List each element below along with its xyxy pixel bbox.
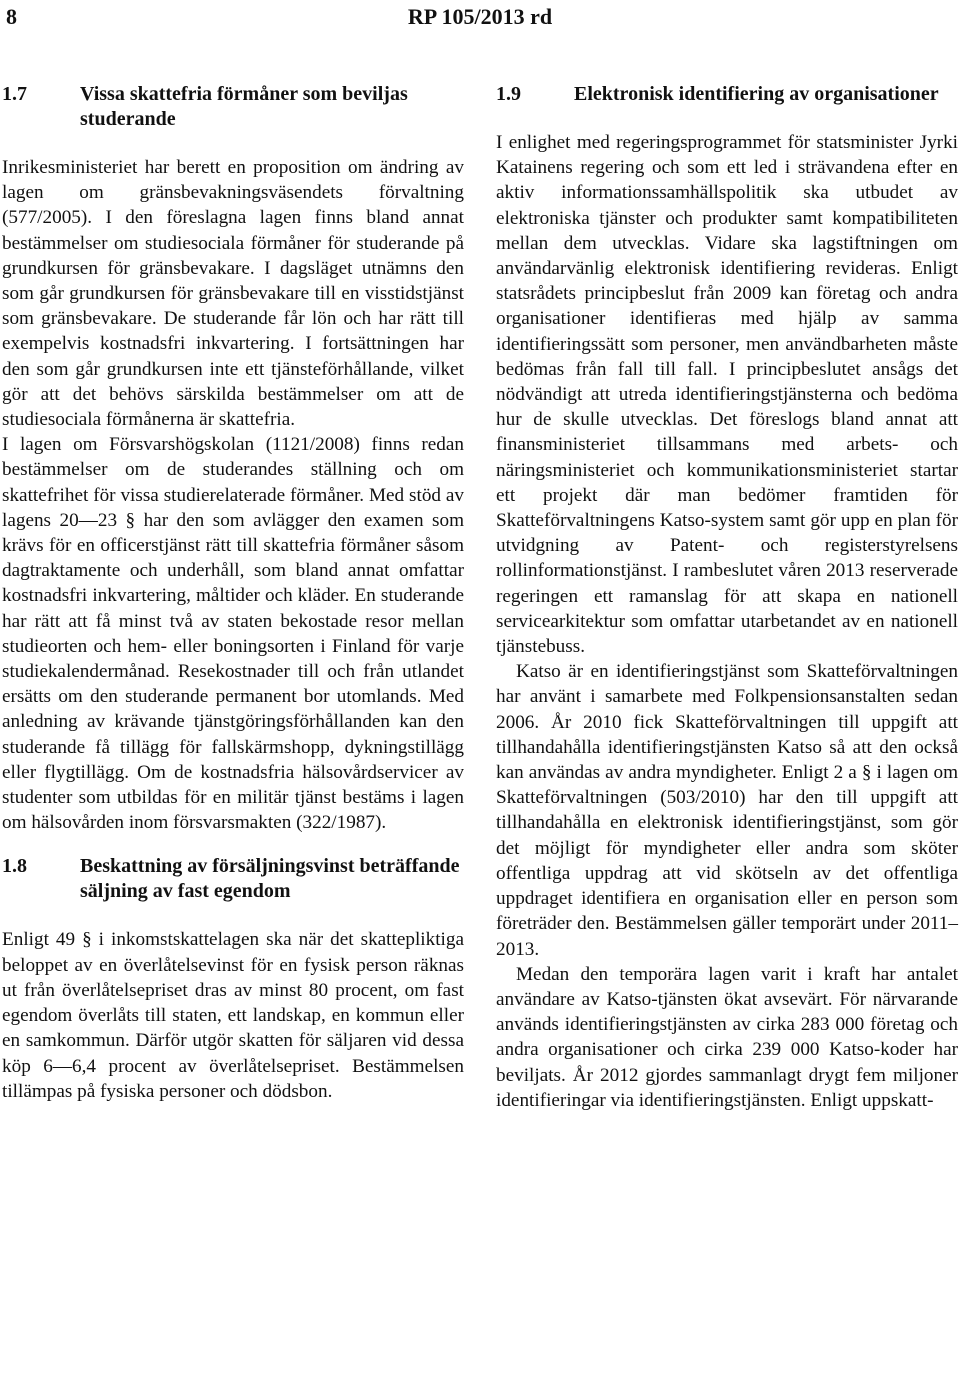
paragraph: I enlighet med regeringsprogrammet för statsminister Jyrki Katainens regering och som ett led i strävandena efter en aktiv informationssamhällspolitik ska utbudet av elektroniska tjänster och produkter samt kompatibiliteten mellan dem utvecklas. Vidare ska lagstiftningen om användarvänlig elektronisk identifiering revideras. Enligt statsrådets principbeslut från 2009 kan företag och andra organisationer identifieras med hjälp av samma identifieringssätt som personer, men användbarheten måste bedömas från fall till fall. I principbeslutet ansågs det nödvändigt att utreda identifieringstjänsterna och bedöma hur de skulle utvecklas. Det föreslogs bland annat att finansministeriet tillsammans med arbets- och näringsministeriet och kommunikationsministeriet startar ett projekt där man bedömer framtiden för Skatteförvaltningens Katso-system samt gör upp en plan för utvidgning av Patent- och registerstyrelsens rollinformationstjänst. I rambeslutet våren 2013 reserverade regeringen ett ramanslag för att skapa en nationell servicearkitektur som omfattar utarbetandet av en nationell tjänstebuss.	[496, 132, 958, 658]
section-title: Vissa skattefria förmåner som beviljas studerande	[80, 83, 408, 130]
section-title: Beskattning av försäljningsvinst beträffande säljning av fast egendom	[80, 855, 460, 903]
section-heading-1-9	[496, 82, 958, 107]
paragraph: I lagen om Försvarshögskolan (1121/2008) finns redan bestämmelser om de studerandes ställning och om skattefrihet för vissa studierelaterade förmåner. Med stöd av lagens 20—23 § har den som avlägger den examen som krävs för en officerstjänst rätt till skattefria förmåner såsom dagtraktamente och underhåll, som bland annat omfattar kostnadsfri inkvartering, måltider och kläder. En studerande har rätt att få minst två av staten bekostade resor mellan studieorten och hem- eller boningsorten i Finland för varje studiekalendermånad. Resekostnader till och från utlandet ersätts om den studerande permanent bor utomlands. Med anledning av krävande tjänstgöringsförhållanden kan den studerande få tillägg för fallskärmshopp, dykningstillägg eller flygtillägg. Om de kostnadsfria hälsovårdservicer av studenter som utbildas för en militär tjänst bestäms i lagen om hälsovården inom försvarsmakten (322/1987).	[2, 434, 464, 834]
paragraph: Enligt 49 § i inkomstskattelagen ska när det skattepliktiga beloppet av en överlåtelsevinst för en fysisk person räknas ut från överlåtelsepriset dras av minst 80 procent, om fast egendom överlåts till staten, ett landskap, en kommun eller en samkommun. Därför utgör skatten för säljaren vid dessa köp 6—6,4 procent av överlåtelsepriset. Bestämmelsen tillämpas på fysiska personer och dödsbon.	[2, 929, 464, 1102]
paragraph: Inrikesministeriet har berett en proposition om ändring av lagen om gränsbevakningsväsendets förvaltning (577/2005). I den föreslagna lagen finns bland annat bestämmelser om studiesociala förmåner för studerande på grundkursen för gränsbevakare. I dagsläget utnämns den som går grundkursen för gränsbevakare till en visstidstjänst som gränsbevakare. De studerande får lön och har rätt till exempelvis kostnadsfri inkvartering. I fortsättningen har den som går grundkursen inte ett tjänsteförhållande, vilket gör att det behövs särskilda bestämmelser om att de studiesociala förmånerna är skattefria.	[2, 157, 464, 431]
section-number: 1.8	[2, 855, 27, 878]
page-number: 8	[6, 4, 17, 29]
right-column	[496, 82, 958, 1113]
section-title: Elektronisk identifiering av organisationer	[574, 83, 939, 105]
section-heading-1-8	[2, 854, 464, 904]
section-number: 1.7	[2, 83, 27, 105]
paragraph: Katso är en identifieringstjänst som Skatteförvaltningen har använt i samarbete med Folkpensionsanstalten sedan 2006. År 2010 fick Skatteförvaltningen till uppgift att tillhandahålla identifieringstjänsten Katso så att den också kan användas av andra myndigheter. Enligt 2 a § i lagen om Skatteförvaltningen (503/2010) har den till uppgift att tillhandahålla en elektronisk identifieringstjänst, som gör det möjligt för myndigheter eller andra som sköter offentliga uppdrag att vid skötseln av det offentliga uppdraget identifiera en organisation eller en person som företräder den. Bestämmelsen gäller temporärt under 2011–2013.	[496, 661, 958, 960]
left-column	[2, 82, 464, 1104]
section-heading-1-7	[2, 82, 464, 132]
running-header: RP 105/2013 rd	[407, 4, 553, 29]
section-number: 1.9	[496, 83, 521, 105]
paragraph: Medan den temporära lagen varit i kraft har antalet användare av Katso-tjänsten ökat avsevärt. För närvarande används identifieringstjänsten av cirka 283 000 företag och andra organisationer och cirka 239 000 Katso-koder har beviljats. År 2012 gjordes sammanlagt drygt fem miljoner identifieringar via identifieringstjänsten. Enligt uppskatt-	[496, 963, 958, 1111]
